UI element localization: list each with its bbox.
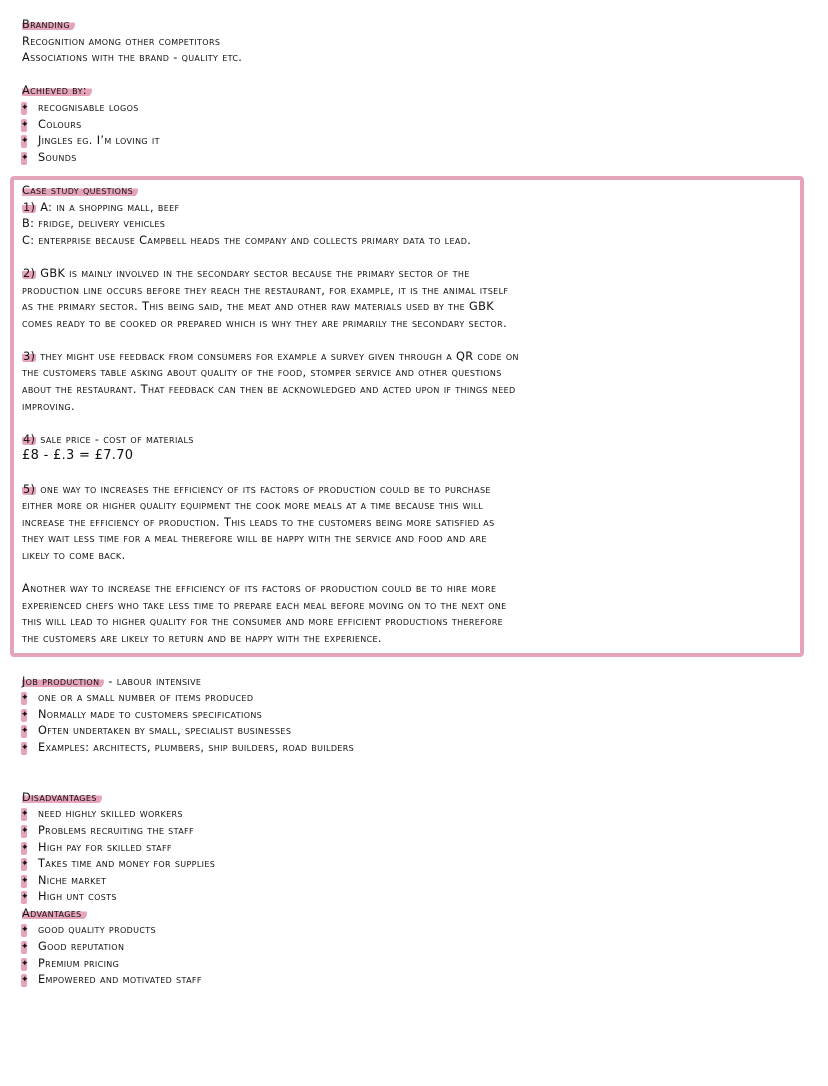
case-study-heading: Case study questions xyxy=(22,183,812,200)
notes-page xyxy=(22,17,812,989)
bullet-icon: ✦ xyxy=(21,693,29,704)
list-item: ✦ High pay for skilled staff xyxy=(21,840,172,854)
list-item: ✦ Premium pricing xyxy=(21,956,120,970)
bullet-icon: ✦ xyxy=(21,942,29,953)
bullet-icon: ✦ xyxy=(21,875,29,886)
q1-answer-a: 1) A: in a shopping mall, beef xyxy=(23,200,180,214)
bullet-icon: ✦ xyxy=(21,859,29,870)
q3-line: about the restaurant. That feedback can then be acknowledged and acted upon if things need xyxy=(22,383,516,397)
list-item: ✦ recognisable logos xyxy=(21,100,139,114)
q4-line: 4) sale price - cost of materials xyxy=(23,432,194,446)
bullet-icon: ✦ xyxy=(21,136,29,147)
q5-line: either more or higher quality equipment the cook more meals at a time because this will xyxy=(22,499,484,513)
list-item: ✦ Jingles eg. I’m loving it xyxy=(21,134,160,148)
bullet-icon: ✦ xyxy=(21,726,29,737)
list-item: ✦ Problems recruiting the staff xyxy=(21,823,194,837)
bullet-icon: ✦ xyxy=(21,102,29,113)
list-item: ✦ Sounds xyxy=(21,150,77,164)
q5-line: they wait less time for a meal therefore will be happy with the service and food and are xyxy=(22,532,487,546)
list-item: ✦ Good reputation xyxy=(21,940,125,954)
bullet-icon: ✦ xyxy=(21,842,29,853)
q3-line: improving. xyxy=(22,399,75,413)
q4-calculation: £8 - £.3 = £7.70 xyxy=(22,448,134,464)
q1-answer-b: B: fridge, delivery vehicles xyxy=(22,217,166,231)
q2-line: as the primary sector. This being said, the meat and other raw materials used by the GBK xyxy=(22,300,494,314)
list-item: ✦ need highly skilled workers xyxy=(21,807,183,821)
bullet-icon: ✦ xyxy=(21,809,29,820)
bullet-icon: ✦ xyxy=(21,709,29,720)
list-item: ✦ Normally made to customers specifications xyxy=(21,707,263,721)
q3-line: 3) they might use feedback from consumers for example a survey given through a QR code on xyxy=(23,349,519,363)
list-item: ✦ Empowered and motivated staff xyxy=(21,973,202,987)
bullet-icon: ✦ xyxy=(21,825,29,836)
disadvantages-heading: Disadvantages xyxy=(22,790,812,807)
q3-line: the customers table asking about quality of the food, stomper service and other questions xyxy=(22,366,502,380)
bullet-icon: ✦ xyxy=(21,742,29,753)
list-item: ✦ High unt costs xyxy=(21,890,117,904)
q2-line: 2) GBK is mainly involved in the secondary sector because the primary sector of the xyxy=(23,266,470,280)
bullet-icon: ✦ xyxy=(21,925,29,936)
list-item: ✦ Colours xyxy=(21,117,82,131)
advantages-heading: Advantages xyxy=(22,906,812,923)
bullet-icon: ✦ xyxy=(21,119,29,130)
list-item: ✦ Examples: architects, plumbers, ship builders, road builders xyxy=(21,740,355,754)
q2-line: comes ready to be cooked or prepared which is why they are primarily the secondary sector. xyxy=(22,316,508,330)
achieved-heading: Achieved by: xyxy=(22,83,812,100)
q5-line: 5) one way to increases the efficiency of its factors of production could be to purchase xyxy=(23,482,491,496)
branding-heading: Branding xyxy=(22,17,812,34)
bullet-icon: ✦ xyxy=(21,152,29,163)
q2-line: production line occurs before they reach the restaurant, for example, it is the animal itself xyxy=(22,283,509,297)
q5-line: increase the efficiency of production. This leads to the customers being more satisfied as xyxy=(22,515,495,529)
list-item: ✦ good quality products xyxy=(21,923,156,937)
bullet-icon: ✦ xyxy=(21,975,29,986)
q5-line: likely to come back. xyxy=(22,549,126,562)
list-item: ✦ Niche market xyxy=(21,873,107,887)
list-item: ✦ Takes time and money for supplies xyxy=(21,857,216,871)
job-production-heading: Job production - labour intensive xyxy=(22,674,202,688)
q1-answer-c: C: enterprise because Campbell heads the company and collects primary data to lead. xyxy=(22,233,472,247)
branding-line: Recognition among other competitors xyxy=(22,34,221,48)
bullet-icon: ✦ xyxy=(21,958,29,969)
branding-line: Associations with the brand - quality etc. xyxy=(22,51,243,65)
bullet-icon: ✦ xyxy=(21,892,29,903)
q5-para2-line: this will lead to higher quality for the consumer and more efficient productions therefore xyxy=(22,615,504,629)
list-item: ✦ Often undertaken by small, specialist businesses xyxy=(21,724,292,738)
q5-para2-line: experienced chefs who take less time to prepare each meal before moving on to the next one xyxy=(22,598,507,612)
list-item: ✦ one or a small number of items produced xyxy=(21,691,254,705)
q5-para2-line: Another way to increase the efficiency of its factors of production could be to hire more xyxy=(22,582,497,596)
q5-para2-line: the customers are likely to return and be happy with the experience. xyxy=(22,631,382,645)
